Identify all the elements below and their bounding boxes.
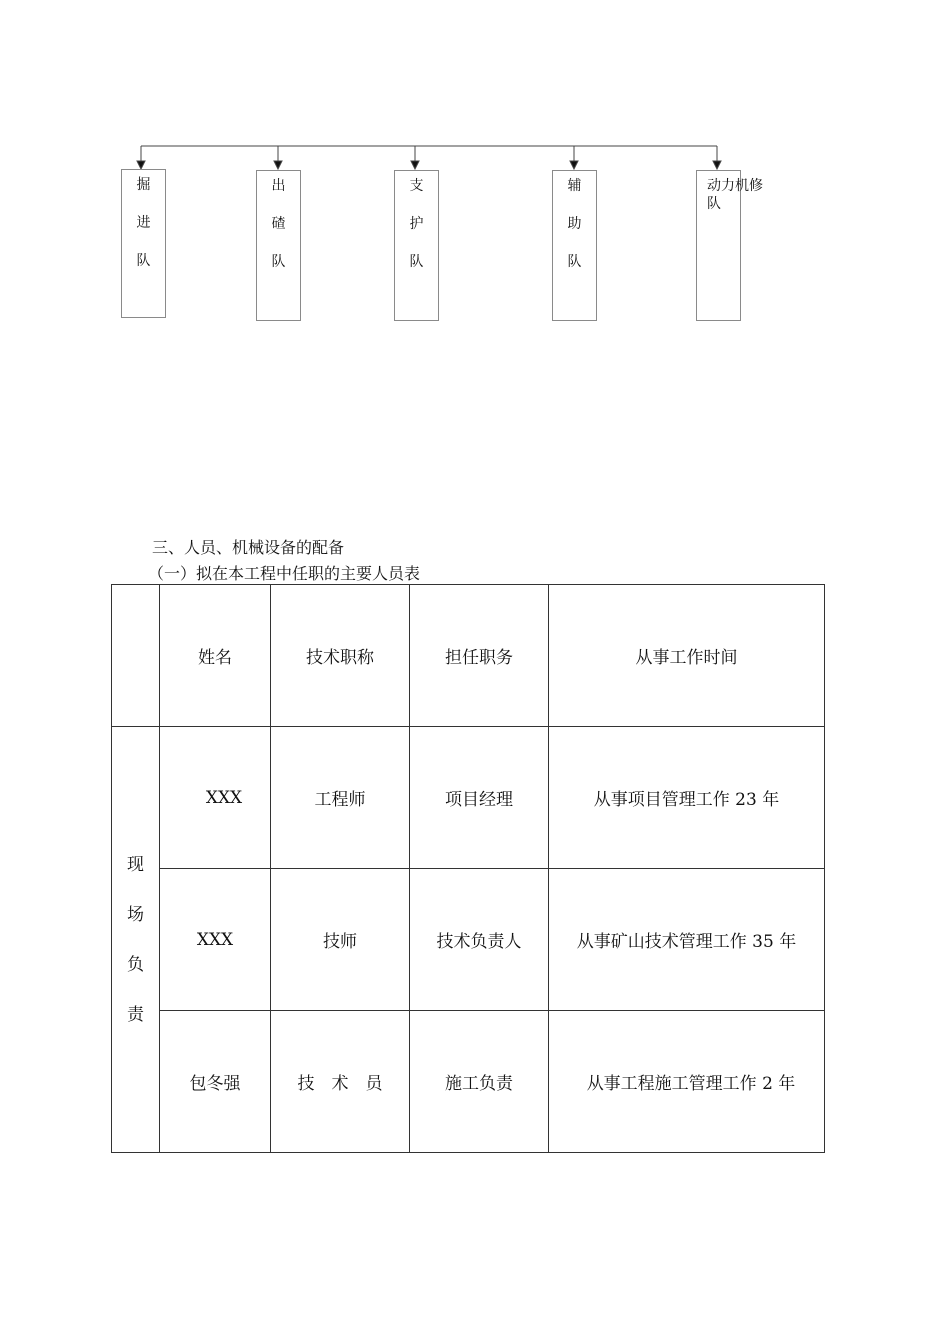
cell-name: XXX	[160, 727, 271, 869]
table-row	[112, 869, 825, 1011]
team-label: 动力机修 队	[707, 178, 763, 212]
group-label-cell	[112, 727, 160, 1153]
team-label: 出 碴 队	[271, 178, 286, 270]
team-box-excavation	[121, 169, 166, 318]
cell-position: 施工负责	[410, 1011, 549, 1153]
team-box-auxiliary	[552, 170, 597, 321]
header-name: 姓名	[160, 585, 271, 727]
section-heading: 三、人员、机械设备的配备	[152, 538, 345, 557]
header-experience: 从事工作时间	[549, 585, 825, 727]
group-label: 现 场 负 责	[127, 854, 144, 1025]
cell-name: XXX	[160, 869, 271, 1011]
staff-table	[111, 584, 825, 1153]
cell-experience: 从事矿山技术管理工作 35 年	[549, 869, 825, 1011]
table-row	[112, 1011, 825, 1153]
table-header-row	[112, 585, 825, 727]
cell-position: 技术负责人	[410, 869, 549, 1011]
cell-name: 包冬强	[160, 1011, 271, 1153]
team-box-mucking	[256, 170, 301, 321]
table-row	[112, 727, 825, 869]
org-chart-drops	[137, 146, 721, 169]
team-box-power-maintenance	[696, 170, 763, 321]
team-label: 掘 进 队	[136, 177, 151, 269]
team-label: 辅 助 队	[567, 178, 582, 270]
cell-title: 工程师	[271, 727, 410, 869]
team-label: 支 护 队	[409, 178, 424, 270]
subsection-heading: （一）拟在本工程中任职的主要人员表	[148, 564, 421, 583]
header-position: 担任职务	[410, 585, 549, 727]
cell-title: 技师	[271, 869, 410, 1011]
header-blank-cell	[112, 585, 160, 727]
cell-experience: 从事工程施工管理工作 2 年	[549, 1011, 825, 1153]
cell-experience: 从事项目管理工作 23 年	[549, 727, 825, 869]
team-box-support	[394, 170, 439, 321]
header-title: 技术职称	[271, 585, 410, 727]
cell-title: 技 术 员	[271, 1011, 410, 1153]
cell-position: 项目经理	[410, 727, 549, 869]
